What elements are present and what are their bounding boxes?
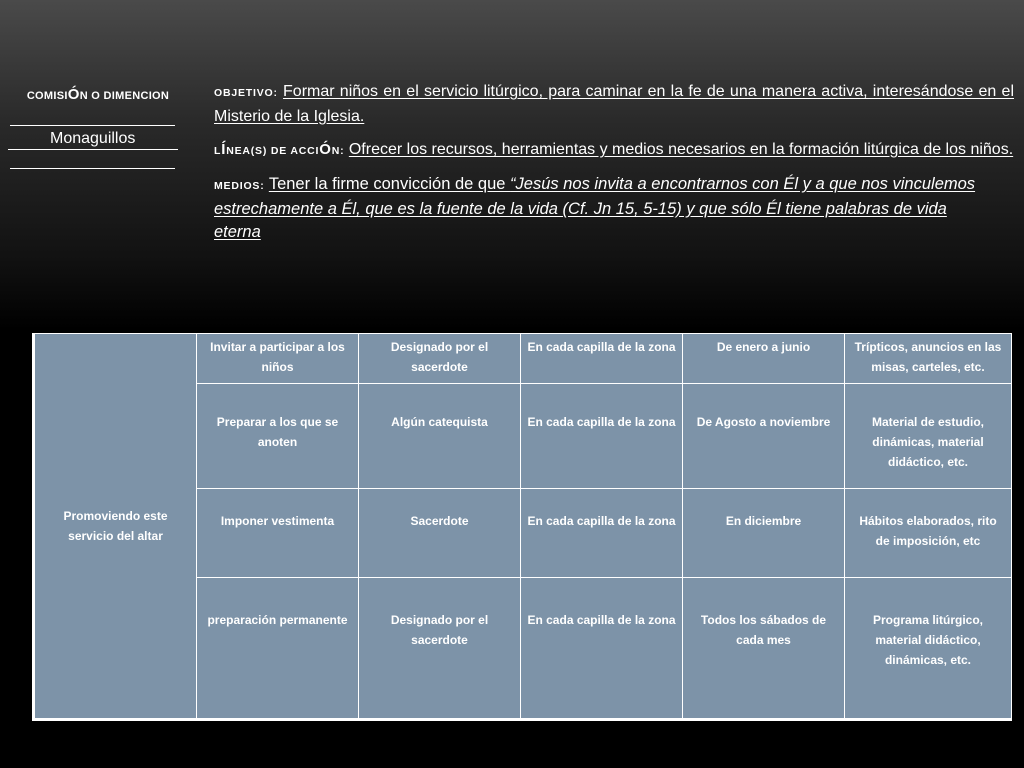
table-cell: Sacerdote: [359, 489, 521, 578]
table-cell: Preparar a los que se anoten: [197, 384, 359, 489]
table-cell: En cada capilla de la zona: [521, 334, 683, 384]
divider: [10, 168, 175, 169]
table-cell: Designado por el sacerdote: [359, 578, 521, 720]
comision-section: [8, 86, 180, 169]
objetivo-text: Formar niños en el servicio litúrgico, para caminar en la fe de una manera activa, interesándose en el Misterio de la Iglesia.: [214, 83, 1014, 125]
table-cell: Designado por el sacerdote: [359, 334, 521, 384]
table-cell: Algún catequista: [359, 384, 521, 489]
medios-text: Tener la firme convicción de que “Jesús nos invita a encontrarnos con Él y a que nos vinculemos estrechamente a Él, que es la fuente de la vida (Cf. Jn 15, 5-15) y que sólo Él tiene palabras de vida eterna: [214, 175, 976, 241]
description-section: [214, 80, 1014, 244]
divider: [10, 125, 175, 126]
comision-value: Monaguillos: [8, 130, 178, 150]
table-cell: Material de estudio, dinámicas, material didáctico, etc.: [845, 384, 1012, 489]
table-cell: En cada capilla de la zona: [521, 489, 683, 578]
table-cell: Programa litúrgico, material didáctico, dinámicas, etc.: [845, 578, 1012, 720]
table-cell: Hábitos elaborados, rito de imposición, etc: [845, 489, 1012, 578]
medios-label: MEDIOS:: [214, 180, 265, 192]
linea-text: Ofrecer los recursos, herramientas y medios necesarios en la formación litúrgica de los niños.: [348, 141, 1014, 158]
table-row: [34, 334, 1012, 384]
table-cell: En cada capilla de la zona: [521, 384, 683, 489]
comision-label-b: Ó: [67, 86, 80, 103]
objetivo-label: OBJETIVO:: [214, 87, 278, 99]
table-cell: Invitar a participar a los niños: [197, 334, 359, 384]
linea-paragraph: [214, 138, 1014, 163]
table-cell: En diciembre: [683, 489, 845, 578]
activities-table: [32, 333, 1010, 719]
objetivo-paragraph: [214, 80, 1014, 128]
table-cell: Todos los sábados de cada mes: [683, 578, 845, 720]
table-cell: De enero a junio: [683, 334, 845, 384]
comision-label-a: COMISI: [26, 90, 68, 102]
linea-label: LÍNEA(S) DE ACCIÓN:: [214, 141, 345, 158]
medios-paragraph: [214, 173, 994, 244]
table-cell: De Agosto a noviembre: [683, 384, 845, 489]
table-cell: En cada capilla de la zona: [521, 578, 683, 720]
table-cell: Imponer vestimenta: [197, 489, 359, 578]
table-cell: Trípticos, anuncios en las misas, carteles, etc.: [845, 334, 1012, 384]
table-cell-servicio: Promoviendo este servicio del altar: [34, 334, 197, 720]
table-cell: preparación permanente: [197, 578, 359, 720]
comision-label: [8, 86, 188, 103]
comision-label-c: N O DIMENCION: [79, 90, 170, 102]
